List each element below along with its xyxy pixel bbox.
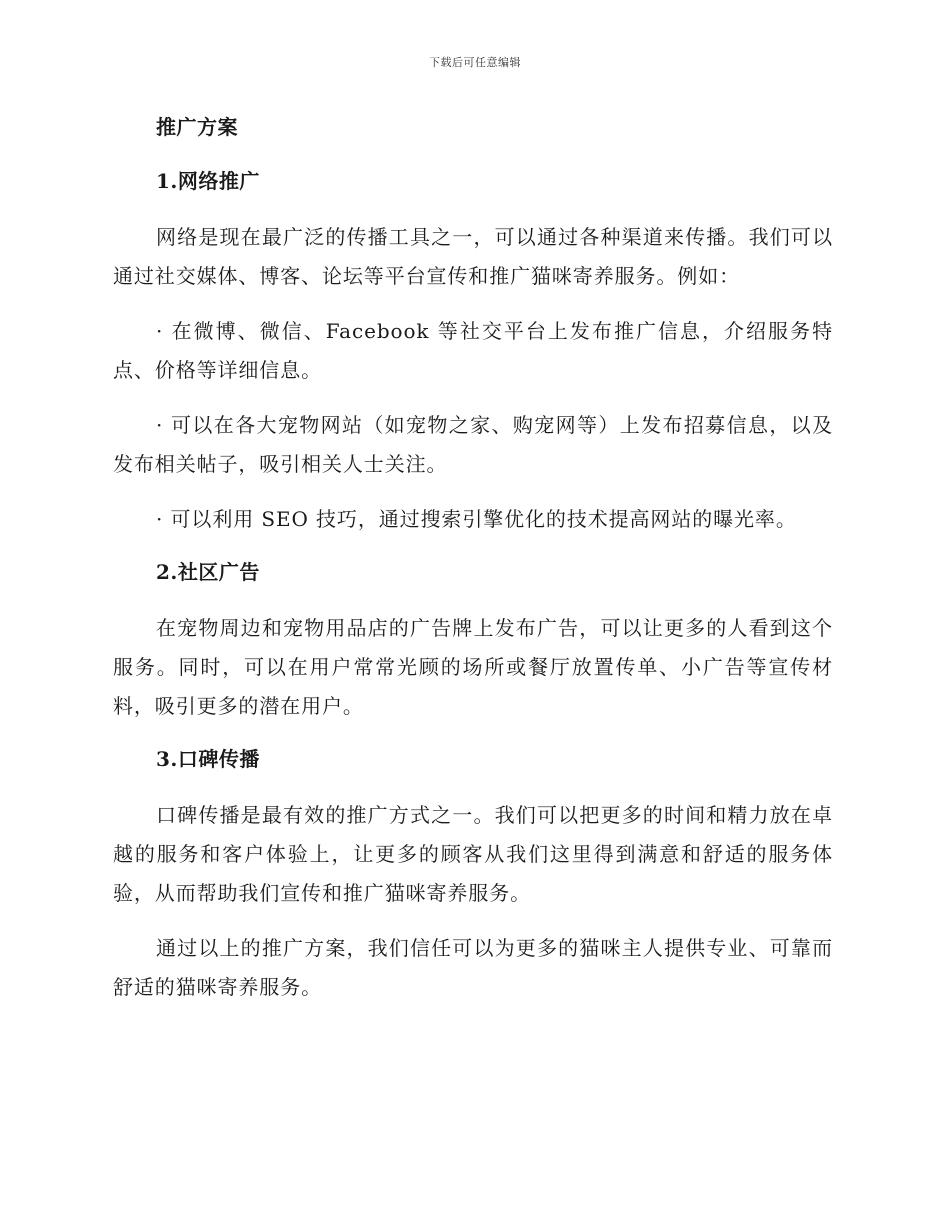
running-header: 下载后可任意编辑 — [429, 56, 521, 69]
bullet-item-social: · 在微博、微信、Facebook 等社交平台上发布推广信息，介绍服务特点、价格等详细信息。 — [113, 319, 833, 382]
bullet-item-seo: · 可以利用 SEO 技巧，通过搜索引擎优化的技术提高网站的曝光率。 — [156, 507, 797, 531]
paragraph-community-ads: 在宠物周边和宠物用品店的广告牌上发布广告，可以让更多的人看到这个服务。同时，可以在用户常常光顾的场所或餐厅放置传单、小广告等宣传材料，吸引更多的潜在用户。 — [113, 616, 833, 718]
paragraph-conclusion: 通过以上的推广方案，我们信任可以为更多的猫咪主人提供专业、可靠而舒适的猫咪寄养服务。 — [113, 936, 833, 999]
section-heading-community: 2.社区广告 — [156, 560, 260, 584]
section-heading-network: 1.网络推广 — [156, 169, 260, 193]
paragraph-network-intro: 网络是现在最广泛的传播工具之一，可以通过各种渠道来传播。我们可以通过社交媒体、博客、论坛等平台宣传和推广猫咪寄养服务。例如： — [113, 225, 833, 288]
paragraph-word-of-mouth: 口碑传播是最有效的推广方式之一。我们可以把更多的时间和精力放在卓越的服务和客户体验上，让更多的顾客从我们这里得到满意和舒适的服务体验，从而帮助我们宣传和推广猫咪寄养服务。 — [113, 803, 833, 905]
document-body — [113, 110, 833, 1023]
document-title: 推广方案 — [156, 115, 238, 139]
section-heading-word-of-mouth: 3.口碑传播 — [156, 747, 260, 771]
bullet-item-pet-sites: · 可以在各大宠物网站（如宠物之家、购宠网等）上发布招募信息，以及发布相关帖子，吸引相关人士关注。 — [113, 413, 833, 476]
